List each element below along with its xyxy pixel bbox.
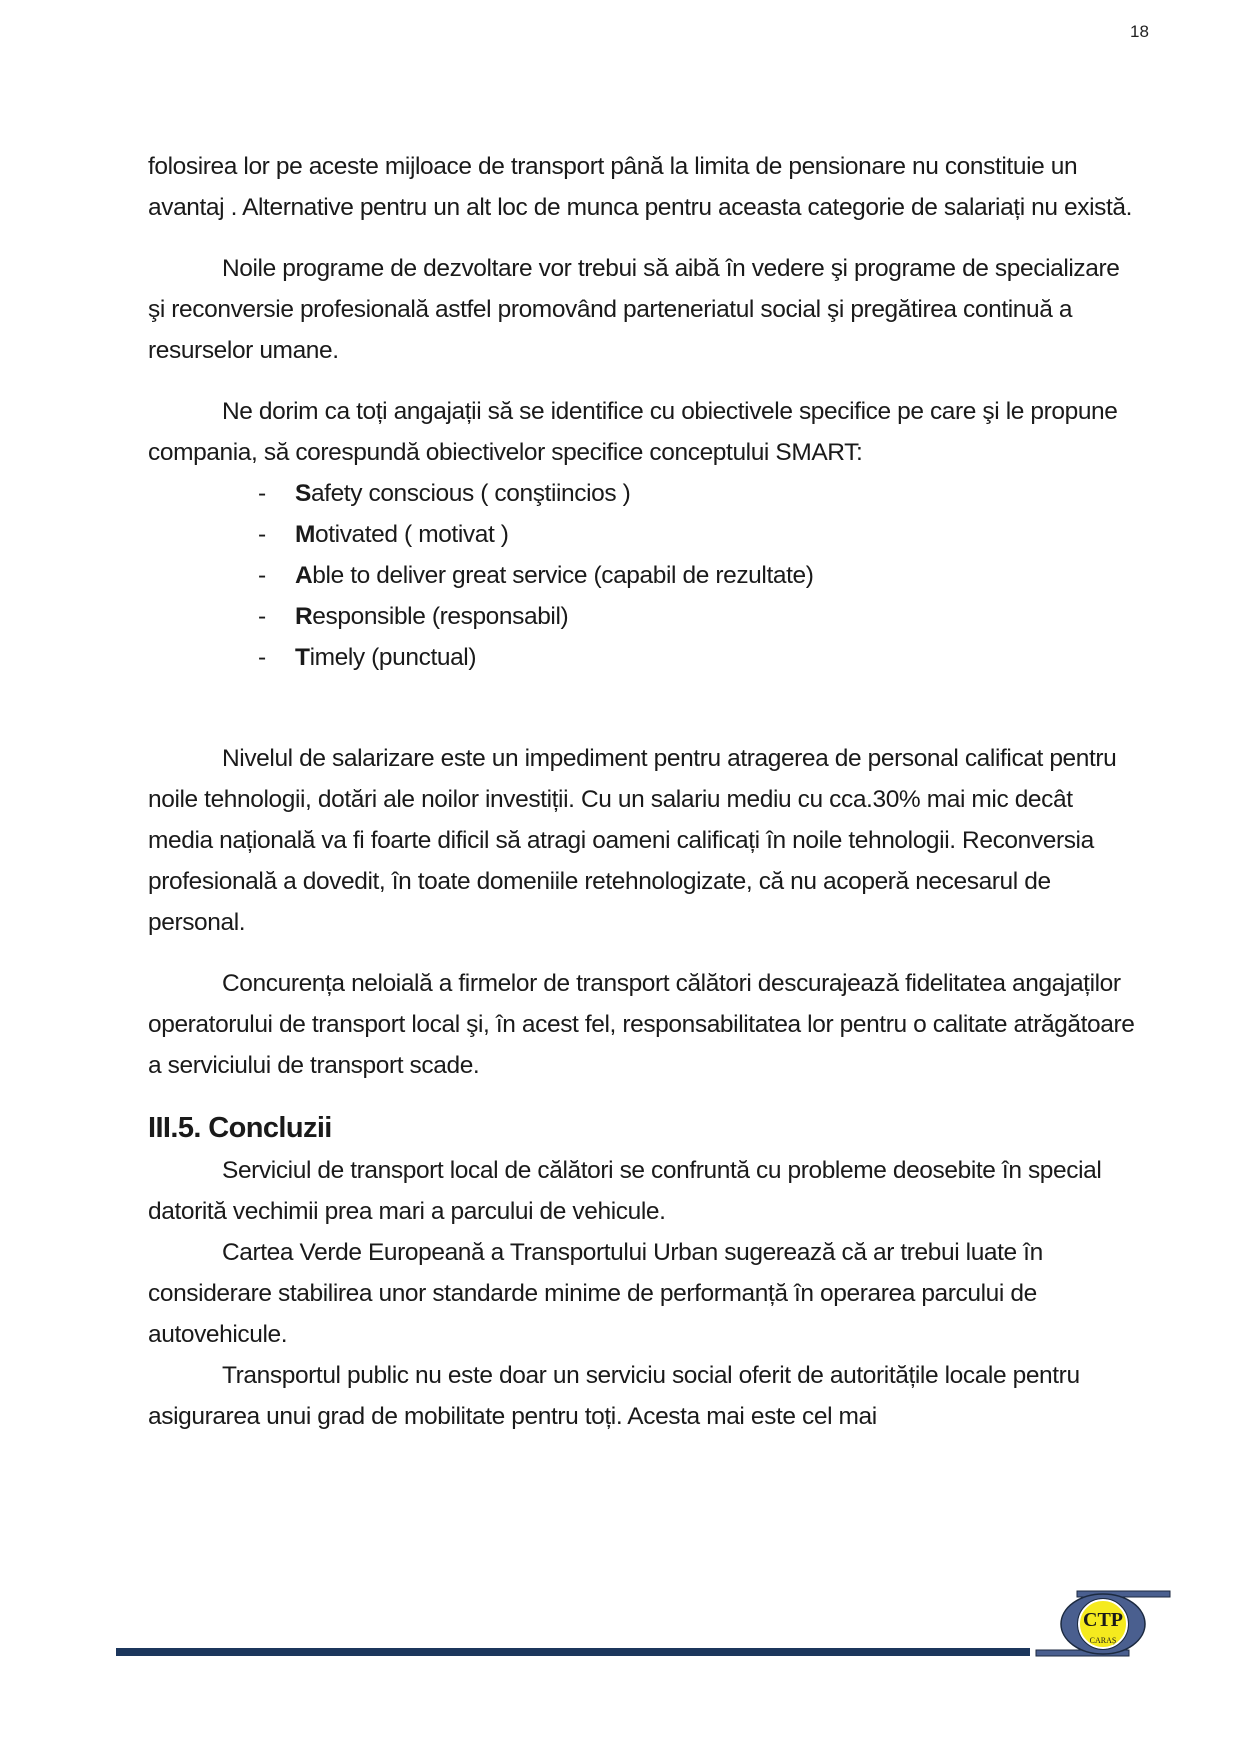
smart-item-s	[258, 473, 1138, 514]
footer-rule	[116, 1648, 1030, 1656]
smart-item-m	[258, 514, 1138, 555]
list-dash: -	[258, 644, 266, 671]
paragraph-smart-intro: Ne dorim ca toți angajații să se identifice cu obiectivele specifice pe care şi le propune compania, să corespundă obiectivelor specifice conceptului SMART:	[148, 398, 1118, 466]
ctp-logo-icon	[1033, 1588, 1173, 1668]
paragraph-programs: Noile programe de dezvoltare vor trebui să aibă în vedere şi programe de specializare şi reconversie profesională astfel promovând parteneriatul social şi pregătirea continuă a resurselor umane.	[148, 255, 1120, 364]
list-dash: -	[258, 603, 266, 630]
page-number: 18	[1130, 22, 1149, 41]
smart-item-t	[258, 637, 1138, 678]
smart-letter: M	[295, 521, 316, 548]
paragraph-salary: Nivelul de salarizare este un impediment pentru atragerea de personal calificat pentru noile tehnologii, dotări ale noilor investiții. Cu un salariu mediu cu cca.30% mai mic decât media națională va fi foarte dificil să atragi oameni calificați în noile tehnologii. Reconversia profesională a dovedit, în toate domeniile retehnologizate, că nu acoperă necesarul de personal.	[148, 745, 1117, 936]
spacer	[148, 678, 1138, 738]
smart-item-r	[258, 596, 1138, 637]
smart-text: esponsible (responsabil)	[312, 603, 569, 630]
logo-letters: CTP	[1083, 1609, 1123, 1631]
smart-letter: A	[295, 562, 313, 589]
smart-letter: R	[295, 603, 313, 630]
smart-item-a	[258, 555, 1138, 596]
smart-text: afety conscious ( conştiincios )	[310, 480, 631, 507]
smart-letter: S	[295, 480, 311, 507]
section-heading: III.5. Concluzii	[148, 1112, 332, 1144]
smart-text: ble to deliver great service (capabil de rezultate)	[312, 562, 814, 589]
list-dash: -	[258, 562, 266, 589]
ctp-logo	[1033, 1588, 1173, 1668]
paragraph-competition: Concurența neloială a firmelor de transport călători descurajează fidelitatea angajaților operatorului de transport local şi, în acest fel, responsabilitatea lor pentru o calitate atrăgătoare a serviciului de transport scade.	[148, 970, 1135, 1079]
conclusion-paragraph-3: Transportul public nu este doar un serviciu social oferit de autoritățile locale pentru asigurarea unui grad de mobilitate pentru toți. Acesta mai este cel mai	[148, 1362, 1080, 1430]
smart-list	[148, 473, 1138, 678]
document-body	[148, 146, 1138, 1437]
list-dash: -	[258, 480, 266, 507]
paragraph-continuation: folosirea lor pe aceste mijloace de transport până la limita de pensionare nu constituie un avantaj . Alternative pentru un alt loc de munca pentru aceasta categorie de salariați nu există.	[148, 153, 1133, 221]
smart-text: otivated ( motivat )	[315, 521, 509, 548]
list-dash: -	[258, 521, 266, 548]
logo-subtext: CARAȘ	[1089, 1636, 1117, 1645]
smart-text: imely (punctual)	[309, 644, 477, 671]
conclusion-paragraph-1: Serviciul de transport local de călători se confruntă cu probleme deosebite în special datorită vechimii prea mari a parcului de vehicule.	[148, 1157, 1102, 1225]
conclusion-paragraph-2: Cartea Verde Europeană a Transportului Urban sugerează că ar trebui luate în considerare stabilirea unor standarde minime de performanță în operarea parcului de autovehicule.	[148, 1239, 1043, 1348]
smart-letter: T	[295, 644, 310, 671]
